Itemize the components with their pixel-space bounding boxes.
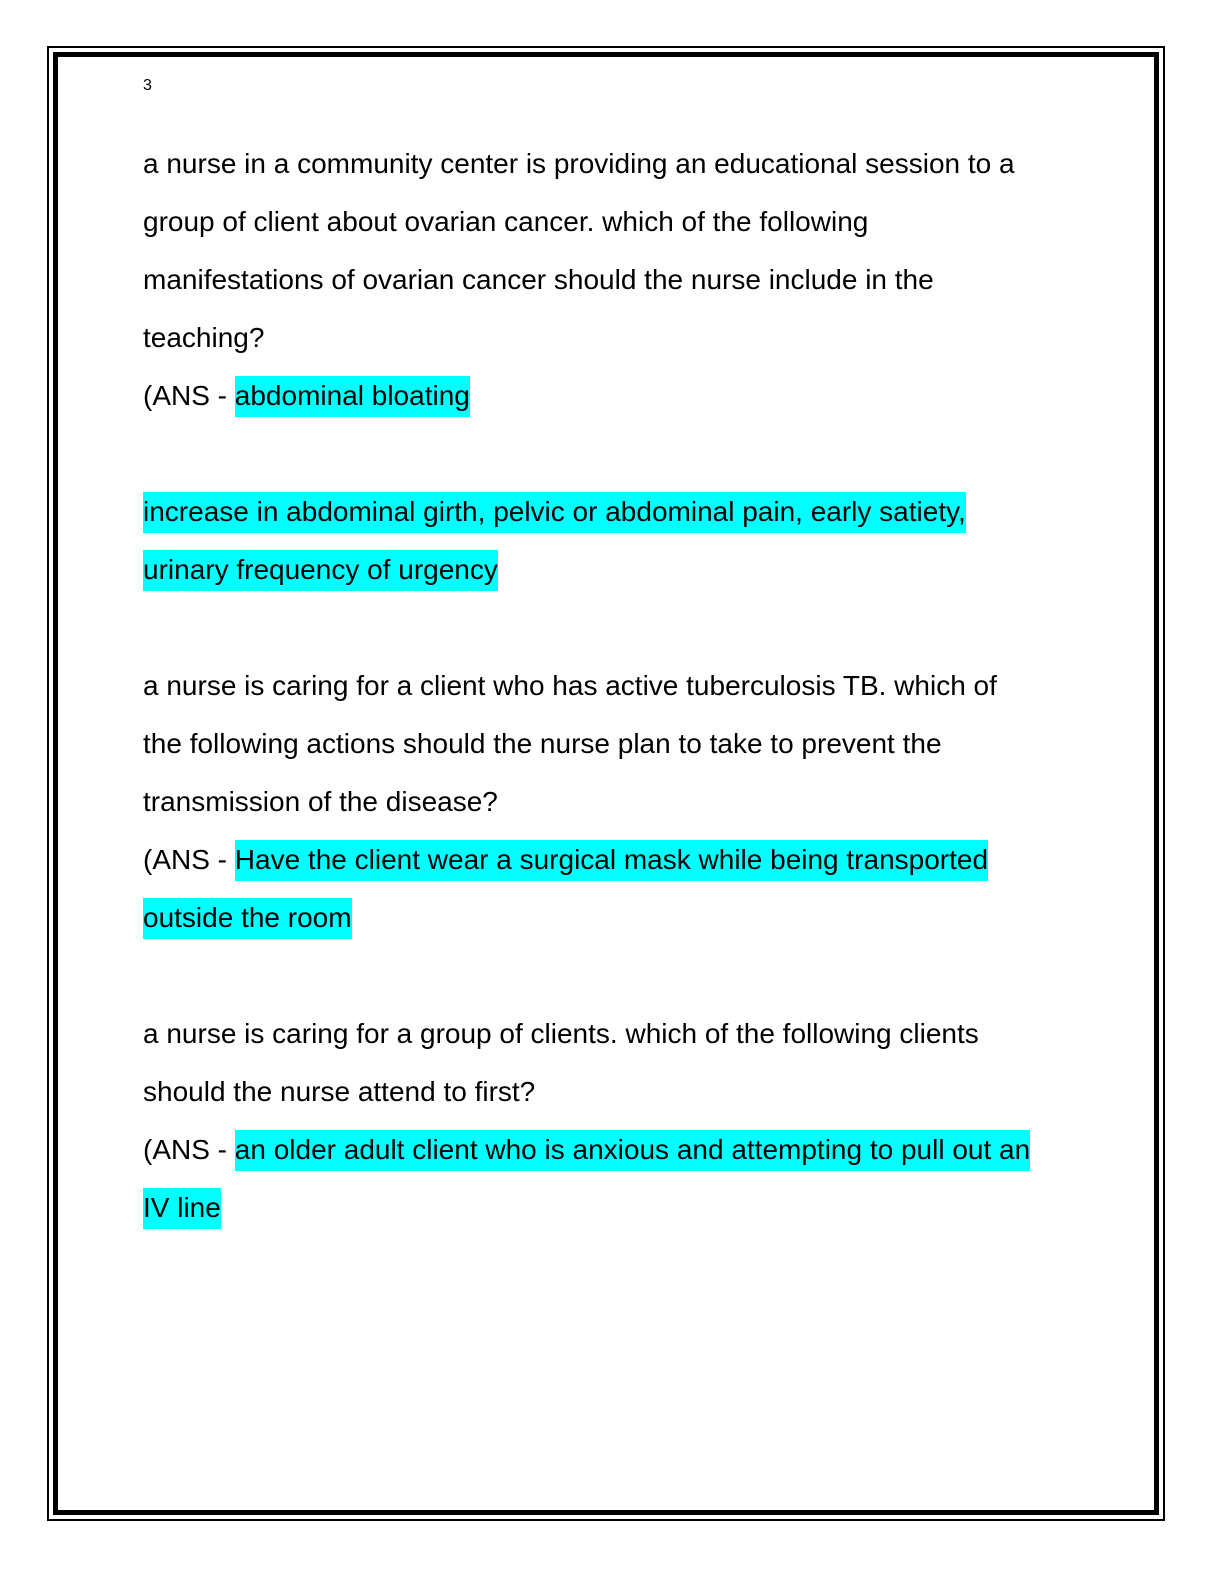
answer-line <box>143 483 1083 541</box>
answer-line <box>143 541 1083 599</box>
page-number: 3 <box>143 77 152 94</box>
answer-highlight: abdominal bloating <box>235 376 470 417</box>
question-line: a nurse is caring for a client who has active tuberculosis TB. which of <box>143 670 997 701</box>
blank-line <box>143 599 1083 657</box>
answer-highlight: an older adult client who is anxious and attempting to pull out an <box>235 1130 1030 1171</box>
answer-line <box>143 1121 1083 1179</box>
answer-highlight: IV line <box>143 1188 221 1229</box>
blank-line <box>143 947 1083 1005</box>
answer-highlight: urinary frequency of urgency <box>143 550 498 591</box>
answer-highlight: Have the client wear a surgical mask while being transported <box>235 840 988 881</box>
question-line: a nurse in a community center is providing an educational session to a <box>143 148 1015 179</box>
answer-prefix: (ANS - <box>143 1134 235 1165</box>
answer-line <box>143 889 1083 947</box>
answer-line <box>143 831 1083 889</box>
question-line: the following actions should the nurse plan to take to prevent the <box>143 728 942 759</box>
question-line: group of client about ovarian cancer. which of the following <box>143 206 869 237</box>
blank-line <box>143 425 1083 483</box>
question-block <box>143 1005 1083 1237</box>
question-line: a nurse is caring for a group of clients. which of the following clients <box>143 1018 979 1049</box>
question-line: transmission of the disease? <box>143 786 498 817</box>
answer-prefix: (ANS - <box>143 380 235 411</box>
document-body <box>143 135 1083 1237</box>
question-line: manifestations of ovarian cancer should the nurse include in the <box>143 264 934 295</box>
answer-prefix: (ANS - <box>143 844 235 875</box>
answer-line <box>143 367 1083 425</box>
question-line: should the nurse attend to first? <box>143 1076 536 1107</box>
answer-line <box>143 1179 1083 1237</box>
question-line: teaching? <box>143 322 265 353</box>
question-block <box>143 657 1083 947</box>
answer-highlight: increase in abdominal girth, pelvic or abdominal pain, early satiety, <box>143 492 966 533</box>
answer-highlight: outside the room <box>143 898 352 939</box>
question-block <box>143 135 1083 599</box>
